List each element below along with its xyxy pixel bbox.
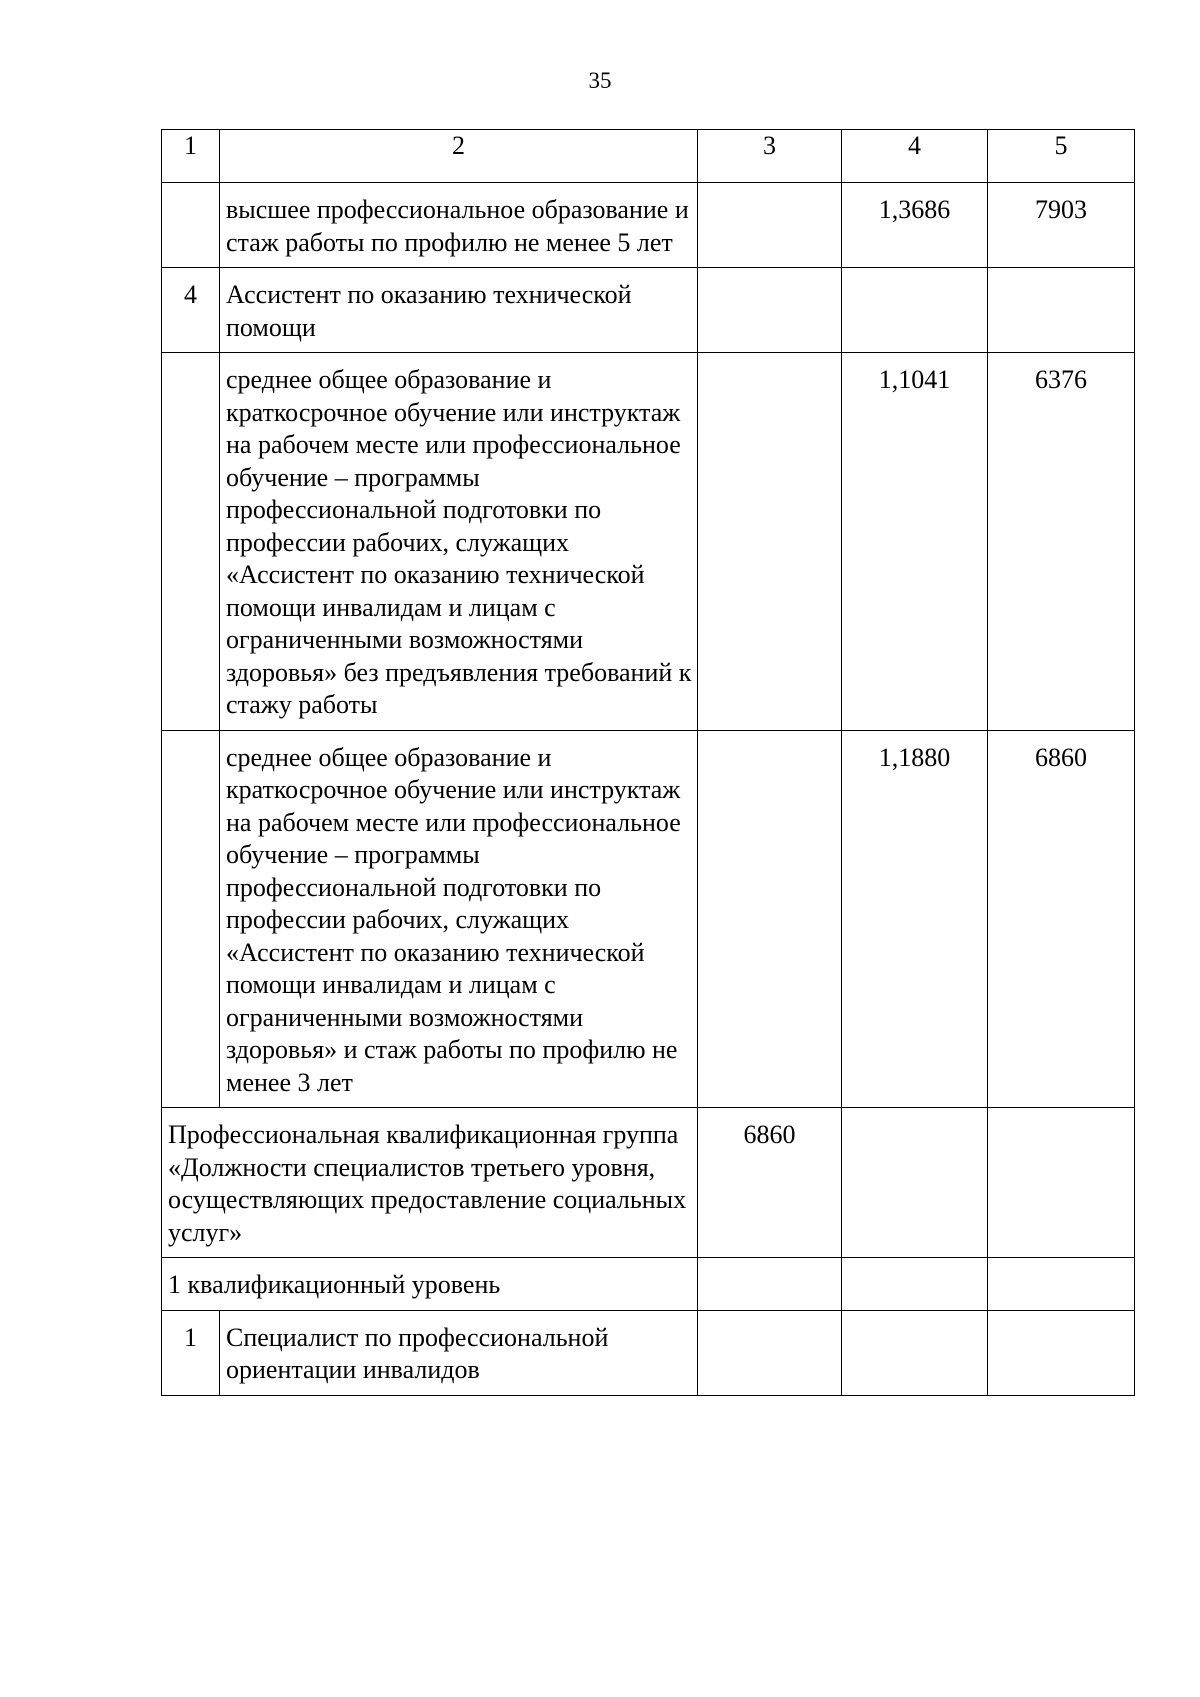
base-salary	[698, 183, 842, 268]
base-salary	[698, 268, 842, 353]
qualification-level-title: 1 квалификационный уровень	[162, 1258, 698, 1311]
base-salary	[698, 1310, 842, 1395]
header-cell-1: 1	[162, 130, 220, 183]
coefficient: 1,1880	[842, 730, 988, 1108]
page-number: 35	[588, 68, 612, 93]
header-cell-4: 4	[842, 130, 988, 183]
base-salary	[698, 353, 842, 731]
coefficient: 1,3686	[842, 183, 988, 268]
salary-amount: 7903	[988, 183, 1135, 268]
qualification-group-title: Профессиональная квалификационная группа «Должности специалистов третьего уровня, осуществляющих предоставление социальных услуг»	[162, 1108, 698, 1258]
coefficient	[842, 268, 988, 353]
header-cell-3: 3	[698, 130, 842, 183]
position-title: Специалист по профессиональной ориентации инвалидов	[220, 1310, 698, 1395]
table-row	[162, 268, 1135, 353]
salary-amount	[988, 268, 1135, 353]
table-row	[162, 1258, 1135, 1311]
row-number	[162, 353, 220, 731]
coefficient: 1,1041	[842, 353, 988, 731]
position-title: Ассистент по оказанию технической помощи	[220, 268, 698, 353]
coefficient	[842, 1108, 988, 1258]
row-number	[162, 730, 220, 1108]
table-row	[162, 183, 1135, 268]
table-row	[162, 1108, 1135, 1258]
salary-table	[161, 129, 1135, 1396]
salary-amount: 6860	[988, 730, 1135, 1108]
salary-amount	[988, 1310, 1135, 1395]
row-number: 4	[162, 268, 220, 353]
header-cell-2: 2	[220, 130, 698, 183]
salary-amount	[988, 1108, 1135, 1258]
row-number	[162, 183, 220, 268]
salary-amount: 6376	[988, 353, 1135, 731]
position-requirements: среднее общее образование и краткосрочное обучение или инструктаж на рабочем месте или профессиональное обучение – программы профессиональной подготовки по профессии рабочих, служащих «Ассистент по оказанию технической помощи инвалидам и лицам с ограниченными возможностями здоровья» без предъявления требований к стажу работы	[220, 353, 698, 731]
position-requirements: высшее профессиональное образование и стаж работы по профилю не менее 5 лет	[220, 183, 698, 268]
salary-amount	[988, 1258, 1135, 1311]
table-header-row	[162, 130, 1135, 183]
coefficient	[842, 1258, 988, 1311]
table-row	[162, 730, 1135, 1108]
row-number: 1	[162, 1310, 220, 1395]
table-row	[162, 353, 1135, 731]
table-row	[162, 1310, 1135, 1395]
header-cell-5: 5	[988, 130, 1135, 183]
position-requirements: среднее общее образование и краткосрочное обучение или инструктаж на рабочем месте или профессиональное обучение – программы профессиональной подготовки по профессии рабочих, служащих «Ассистент по оказанию технической помощи инвалидам и лицам с ограниченными возможностями здоровья» и стаж работы по профилю не менее 3 лет	[220, 730, 698, 1108]
coefficient	[842, 1310, 988, 1395]
base-salary	[698, 1258, 842, 1311]
base-salary: 6860	[698, 1108, 842, 1258]
base-salary	[698, 730, 842, 1108]
